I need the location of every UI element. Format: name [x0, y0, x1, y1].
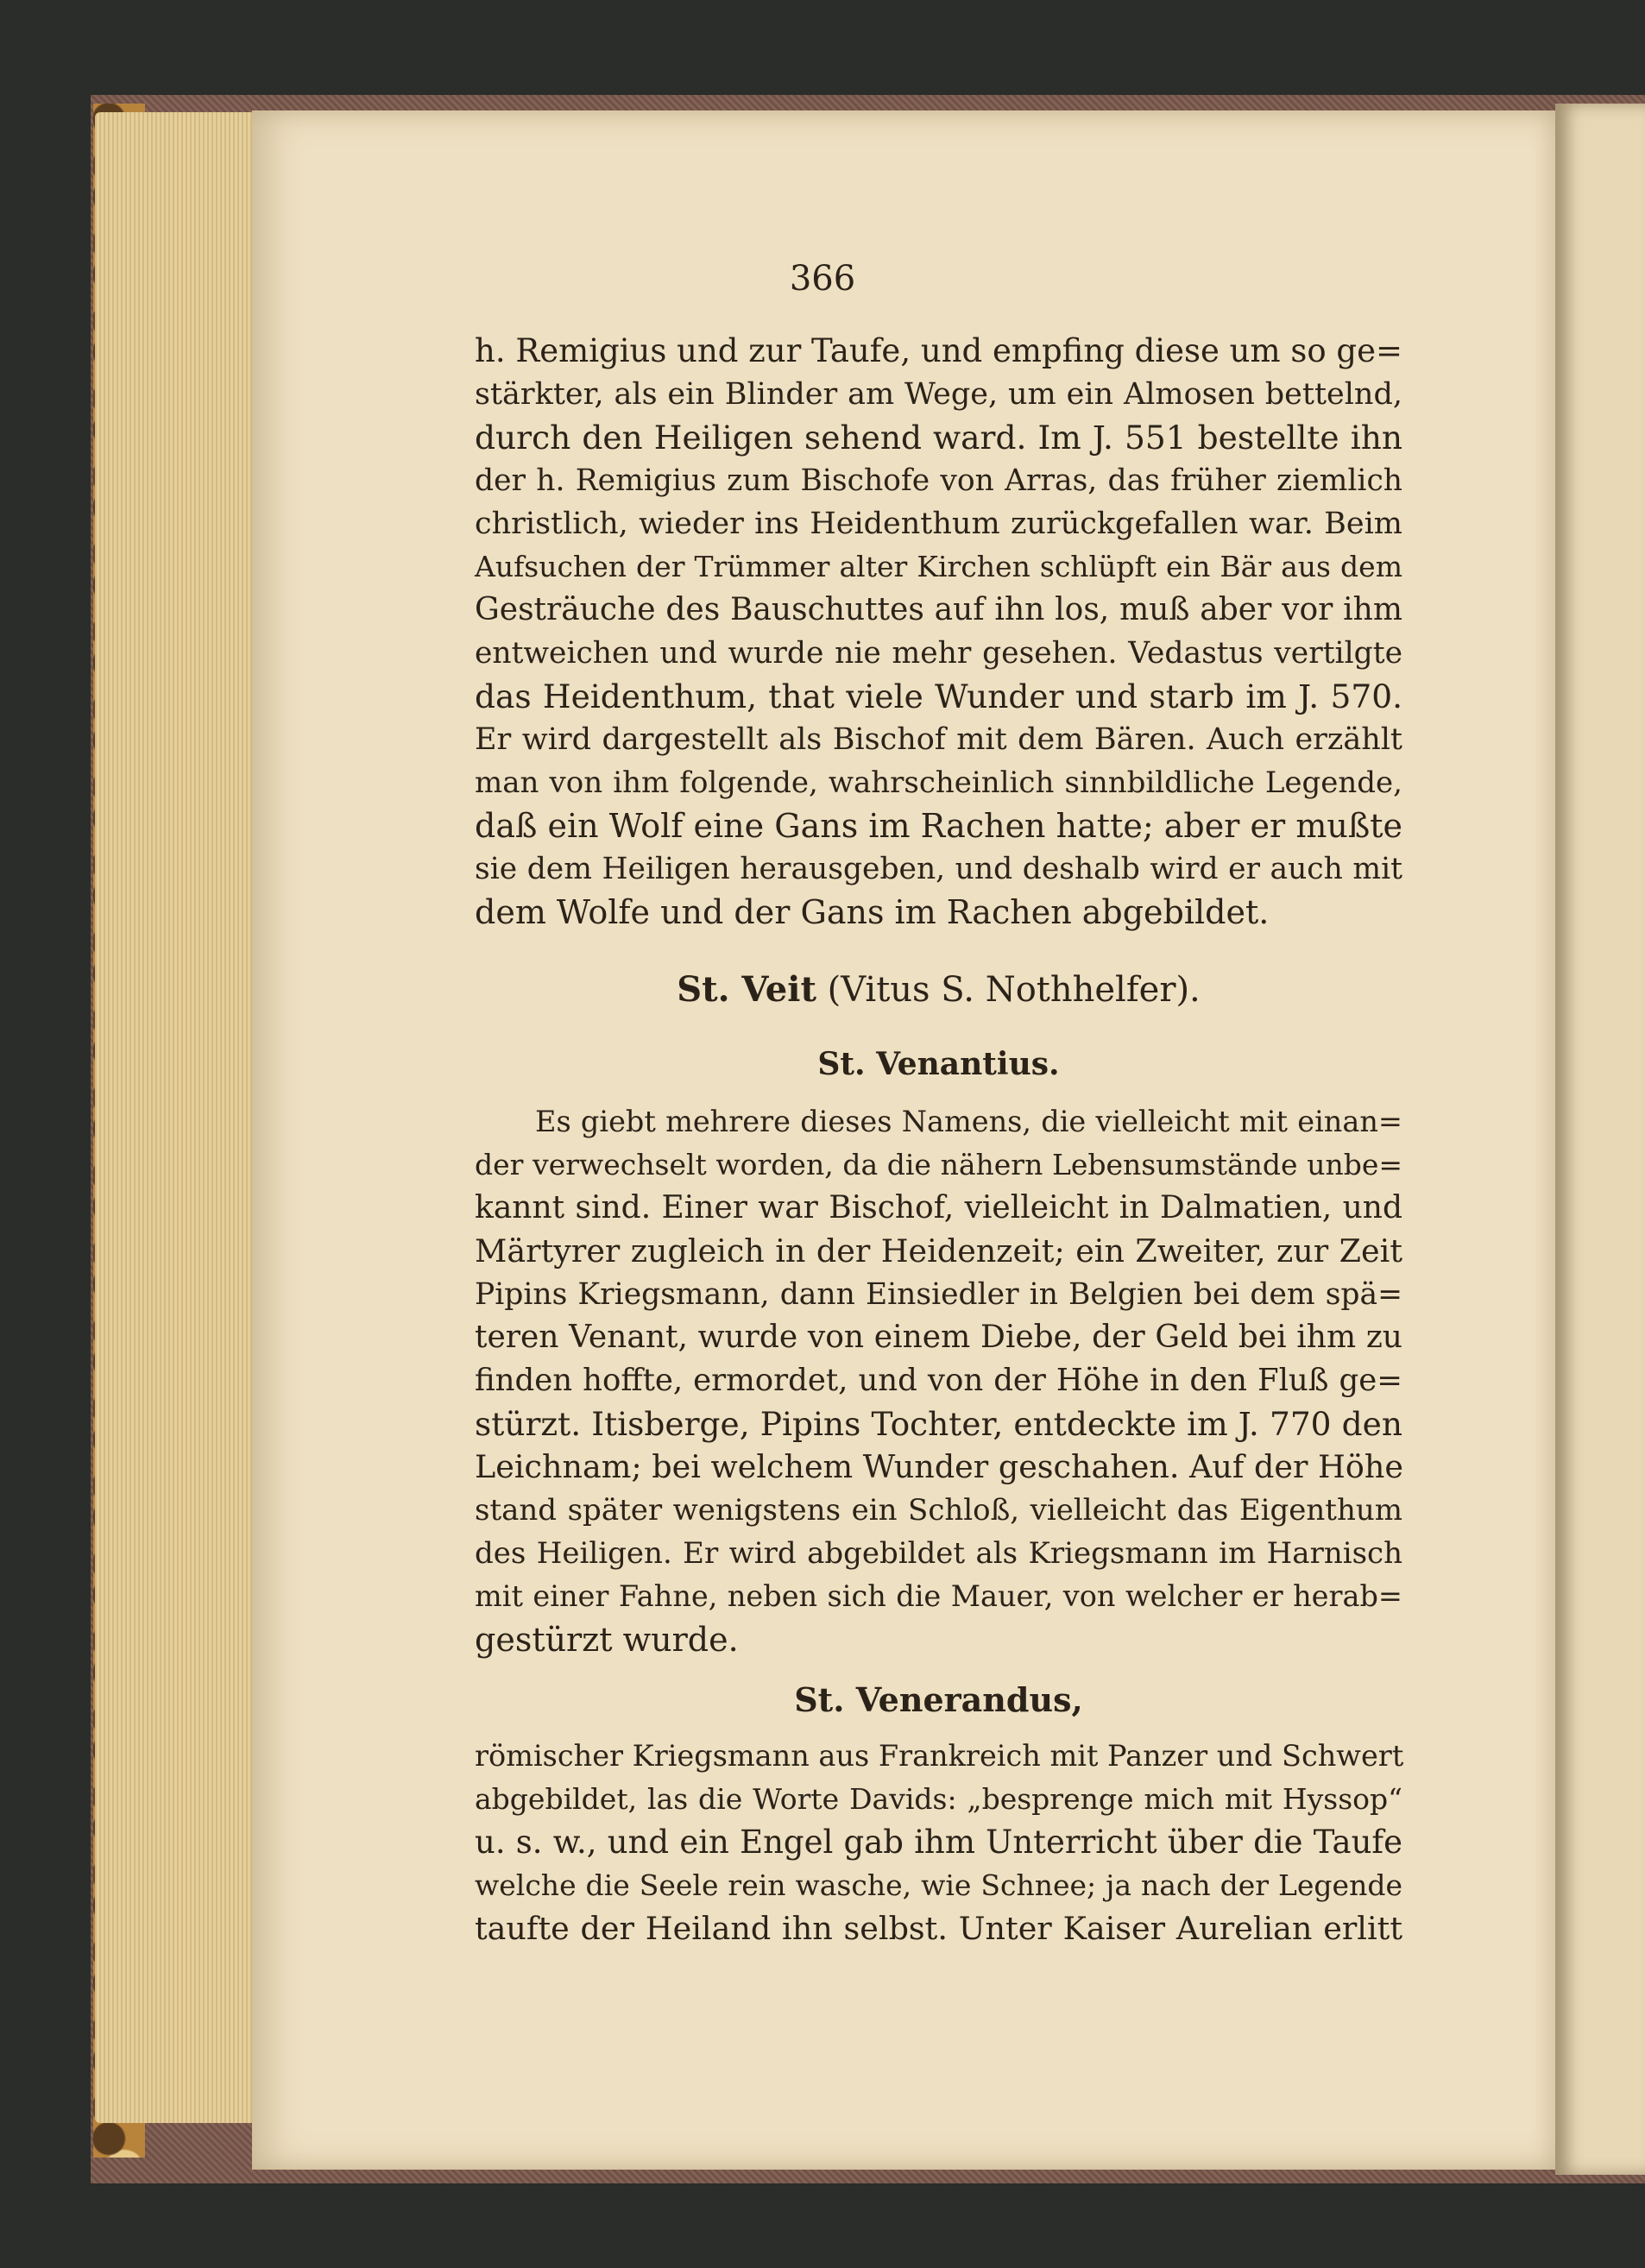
text-line: man von ihm folgende, wahrscheinlich sinnbildliche Legende,	[475, 765, 1402, 800]
text-line: der h. Remigius zum Bischofe von Arras, das früher ziemlich	[475, 463, 1402, 498]
text-line: abgebildet, las die Worte Davids: „besprenge mich mit Hyssop“	[475, 1782, 1402, 1816]
text-line: durch den Heiligen sehend ward. Im J. 551 bestellte ihn	[475, 419, 1402, 457]
text-line: Er wird dargestellt als Bischof mit dem Bären. Auch erzählt	[475, 722, 1402, 757]
section-heading-st-venerandus: St. Venerandus,	[794, 1680, 1083, 1719]
text-line: mit einer Fahne, neben sich die Mauer, von welcher er herab=	[475, 1579, 1402, 1613]
text-line: stärkter, als ein Blinder am Wege, um ein Almosen bettelnd,	[475, 377, 1402, 412]
text-line: der verwechselt worden, da die nähern Lebensumstände unbe=	[475, 1148, 1402, 1181]
text-line: Es giebt mehrere dieses Namens, die vielleicht mit einan=	[535, 1105, 1402, 1138]
text-line: welche die Seele rein wasche, wie Schnee; ja nach der Legende	[475, 1868, 1402, 1902]
text-line: römischer Kriegsmann aus Frankreich mit Panzer und Schwert	[475, 1739, 1404, 1773]
heading-bold-part: St. Veit	[677, 969, 816, 1010]
section-heading-st-veit	[475, 968, 1402, 1011]
text-line: gestürzt wurde.	[475, 1621, 739, 1659]
text-line: Märtyrer zugleich in der Heidenzeit; ein Zweiter, zur Zeit	[475, 1232, 1402, 1269]
heading-rest: (Vitus S. Nothhelfer).	[816, 970, 1201, 1010]
text-line: Leichnam; bei welchem Wunder geschahen. Auf der Höhe	[475, 1448, 1403, 1485]
text-line: stand später wenigstens ein Schloß, vielleicht das Eigenthum	[475, 1493, 1402, 1528]
text-line: finden hoffte, ermordet, und von der Höhe in den Fluß ge=	[475, 1363, 1402, 1398]
text-line: stürzt. Itisberge, Pipins Tochter, entdeckte im J. 770 den	[475, 1405, 1402, 1443]
text-line: das Heidenthum, that viele Wunder und starb im J. 570.	[475, 677, 1402, 715]
text-line: sie dem Heiligen herausgeben, und deshalb wird er auch mit	[475, 852, 1402, 886]
text-line: christlich, wieder ins Heidenthum zurückgefallen war. Beim	[475, 507, 1402, 541]
text-line: Gesträuche des Bauschuttes auf ihn los, muß aber vor ihm	[475, 592, 1402, 627]
page-number: 366	[789, 259, 856, 299]
text-line: entweichen und wurde nie mehr gesehen. Vedastus vertilgte	[475, 636, 1402, 671]
text-line: u. s. w., und ein Engel gab ihm Unterricht über die Taufe	[475, 1824, 1402, 1861]
page-text	[475, 0, 1402, 2268]
text-line: daß ein Wolf eine Gans im Rachen hatte; aber er mußte	[475, 807, 1402, 845]
text-line: Pipins Kriegsmann, dann Einsiedler in Belgien bei dem spä=	[475, 1277, 1402, 1312]
text-line: h. Remigius und zur Taufe, und empfing diese um so ge=	[475, 332, 1402, 369]
page-block-edges	[95, 112, 268, 2123]
text-line: taufte der Heiland ihn selbst. Unter Kaiser Aurelian erlitt	[475, 1910, 1402, 1947]
facing-page-edge	[1555, 104, 1645, 2175]
text-line: des Heiligen. Er wird abgebildet als Kriegsmann im Harnisch	[475, 1536, 1402, 1571]
section-heading-st-venantius: St. Venantius.	[817, 1046, 1060, 1082]
text-line: kannt sind. Einer war Bischof, vielleicht in Dalmatien, und	[475, 1190, 1402, 1225]
text-line: teren Venant, wurde von einem Diebe, der Geld bei ihm zu	[475, 1320, 1402, 1355]
text-line: dem Wolfe und der Gans im Rachen abgebildet.	[475, 893, 1270, 931]
text-line: Aufsuchen der Trümmer alter Kirchen schlüpft ein Bär aus dem	[475, 550, 1402, 583]
